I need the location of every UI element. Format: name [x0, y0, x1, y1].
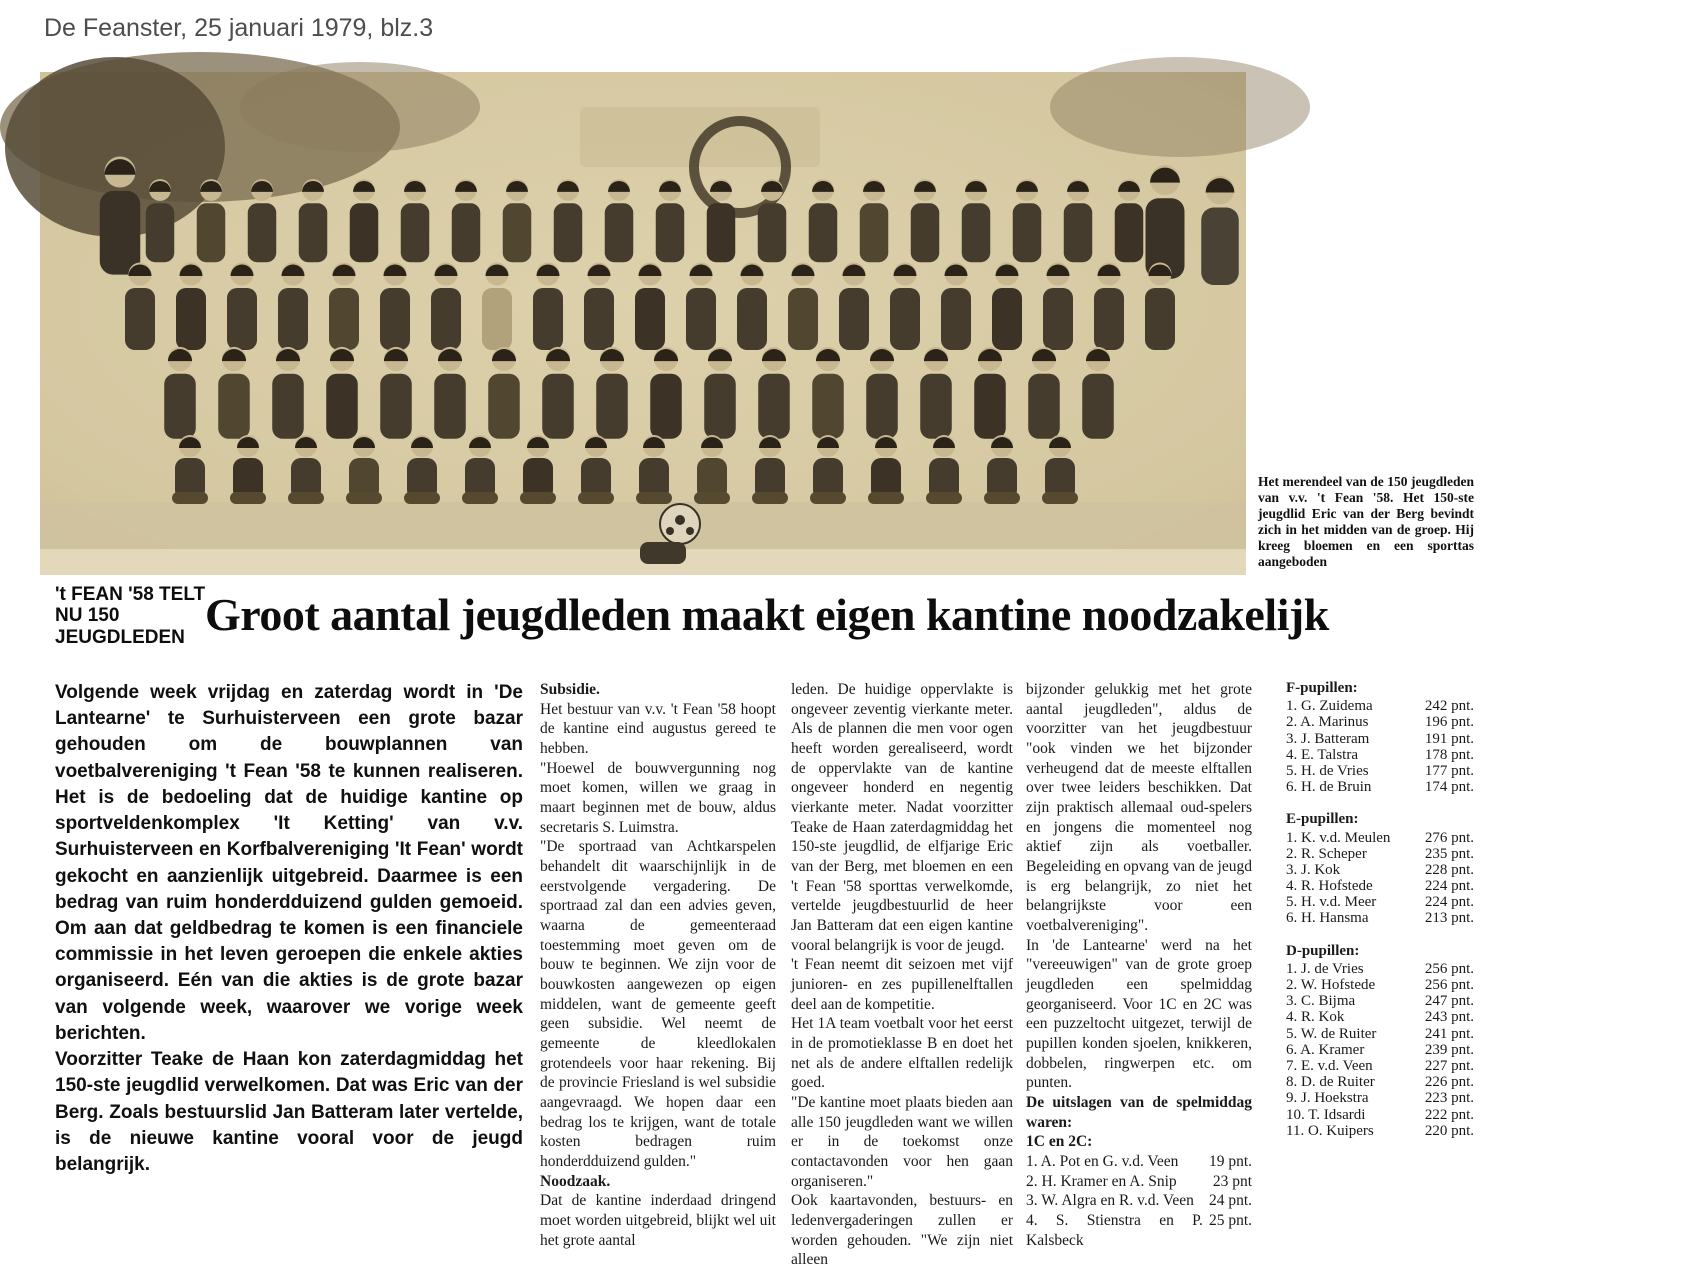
- results-intro: De uitslagen van de spelmiddag waren:: [1026, 1094, 1252, 1131]
- result-name: 7. E. v.d. Veen: [1286, 1057, 1373, 1074]
- result-name: 6. A. Kramer: [1286, 1041, 1365, 1058]
- result-points: 24 pnt.: [1208, 1192, 1252, 1210]
- result-row: [1286, 993, 1474, 1009]
- body-paragraph: "Hoewel de bouwvergunning nog moet komen, willen we graag in maart beginnen met de bouw, aldus secretaris S. Luimstra.: [540, 759, 776, 836]
- result-name: 2. W. Hofstede: [1286, 977, 1376, 993]
- result-row: [1286, 961, 1474, 977]
- result-points: 213 pnt.: [1424, 910, 1474, 927]
- result-row: [1026, 1211, 1252, 1250]
- kicker: [55, 584, 225, 648]
- body-paragraph: 't Fean neemt dit seizoen met vijf junioren- en zes pupillenelftallen deel aan de kompetitie.: [791, 956, 1013, 1013]
- result-points: 242 pnt.: [1424, 698, 1474, 715]
- standings-group-e: [1286, 811, 1474, 926]
- body-paragraph: "De kantine moet plaats bieden aan alle 150 jeugdleden want we willen er in de toekomst onze contactavonden voor hen gaan organiseren.": [791, 1094, 1013, 1190]
- result-points: 224 pnt.: [1424, 878, 1474, 895]
- result-row: [1286, 1026, 1474, 1042]
- result-row: [1286, 977, 1474, 993]
- result-name: 5. H. v.d. Meer: [1286, 894, 1377, 911]
- result-points: 191 pnt.: [1424, 730, 1474, 747]
- result-name: 2. R. Scheper: [1286, 845, 1367, 862]
- source-line: De Feanster, 25 januari 1979, blz.3: [44, 14, 434, 42]
- column-three: [791, 680, 1013, 1270]
- result-points: 23 pnt: [1212, 1172, 1252, 1190]
- kicker-line: 't FEAN '58 TELT: [55, 584, 206, 605]
- result-row: [1286, 1009, 1474, 1025]
- result-row: [1026, 1191, 1252, 1211]
- result-points: 243 pnt.: [1424, 1009, 1474, 1026]
- result-name: 4. R. Kok: [1286, 1009, 1345, 1026]
- result-name: 3. W. Algra en R. v.d. Veen: [1026, 1192, 1194, 1210]
- result-row: [1286, 714, 1474, 730]
- result-points: 276 pnt.: [1424, 829, 1474, 846]
- column-subsidie: [540, 680, 776, 1250]
- result-name: 3. J. Kok: [1286, 861, 1341, 878]
- result-name: 1. A. Pot en G. v.d. Veen: [1026, 1153, 1179, 1171]
- result-name: 4. S. Stienstra en P. Kalsbeck: [1026, 1212, 1203, 1249]
- result-points: 224 pnt.: [1424, 894, 1474, 911]
- result-name: 1. J. de Vries: [1286, 960, 1364, 977]
- result-name: 10. T. Idsardi: [1286, 1106, 1366, 1123]
- body-paragraph: Het bestuur van v.v. 't Fean '58 hoopt de kantine eind augustus gereed te hebben.: [540, 700, 776, 758]
- result-points: 256 pnt.: [1424, 960, 1474, 977]
- result-points: 239 pnt.: [1424, 1041, 1474, 1058]
- result-row: [1286, 779, 1474, 795]
- result-points: 226 pnt.: [1424, 1074, 1474, 1091]
- lead-paragraph: Volgende week vrijdag en zaterdag wordt in 'De Lantearne' te Surhuisterveen een grote bazar gehouden om de bouwplannen van voetbalvereniging 't Fean '58 te kunnen realiseren. Het is de bedoeling dat de huidige kantine op sportveldenkomplex 'It Ketting' van v.v. Surhuisterveen en Korfbalvereniging 'It Fean' wordt gekocht en aanzienlijk uitgebreid. Daarmee is een bedrag van ruim honderdduizend gulden gemoeid. Om aan dat geldbedrag te komen is een financiele commissie in het leven geroepen die enkele akties organiseerd. Eén van die akties is de grote bazar van volgende week, waarover we vorige week berichten.: [55, 682, 523, 1044]
- results-group-title: 1C en 2C:: [1026, 1133, 1093, 1151]
- body-paragraph: Ook kaartavonden, bestuurs- en ledenvergaderingen zullen er worden gehouden. "We zijn niet alleen: [791, 1192, 1013, 1269]
- result-name: 2. H. Kramer en A. Snip: [1026, 1172, 1177, 1190]
- column-four: [1026, 680, 1252, 1250]
- result-row: [1286, 698, 1474, 714]
- body-paragraph: leden. De huidige oppervlakte is ongeveer zeventig vierkante meter. Als de plannen die men voor ogen heeft worden gerealiseerd, wordt de oppervlakte van de kantine ongeveer honderd en negentig vierkante meter. Nadat voorzitter Teake de Haan zaterdagmiddag het 150-ste jeugdlid, de elfjarige Eric van der Berg, met bloemen en een 't Fean '58 sporttas verwelkomde, vertelde jeugdbestuurlid de heer Jan Batteram dat een eigen kantine vooral belangrijk is voor de jeugd.: [791, 681, 1013, 954]
- result-name: 11. O. Kuipers: [1286, 1122, 1374, 1139]
- result-name: 3. J. Batteram: [1286, 730, 1370, 747]
- result-name: 9. J. Hoekstra: [1286, 1090, 1369, 1107]
- result-row: [1286, 1090, 1474, 1106]
- result-row: [1286, 862, 1474, 878]
- result-points: 178 pnt.: [1424, 746, 1474, 763]
- result-points: 174 pnt.: [1424, 779, 1474, 796]
- result-row: [1286, 846, 1474, 862]
- result-points: 247 pnt.: [1424, 993, 1474, 1010]
- result-row: [1286, 1058, 1474, 1074]
- standings-group-title: E-pupillen:: [1286, 811, 1359, 828]
- group-photo: [40, 72, 1246, 575]
- result-name: 6. H. Hansma: [1286, 910, 1369, 927]
- result-name: 5. H. de Vries: [1286, 762, 1369, 779]
- result-name: 8. D. de Ruiter: [1286, 1074, 1375, 1091]
- result-row: [1286, 910, 1474, 926]
- headline: Groot aantal jeugdleden maakt eigen kantine noodzakelijk: [205, 589, 1329, 640]
- result-name: 4. R. Hofstede: [1286, 878, 1373, 895]
- result-points: 256 pnt.: [1424, 977, 1474, 993]
- standings-group-d: [1286, 943, 1474, 1139]
- body-paragraph: Het 1A team voetbalt voor het eerst in de promotieklasse B en doet het net als de andere elftallen redelijk goed.: [791, 1015, 1013, 1092]
- lead-column: [55, 680, 523, 1178]
- column-standings: [1286, 680, 1474, 1139]
- standings-group-f: [1286, 680, 1474, 795]
- result-points: 227 pnt.: [1424, 1057, 1474, 1074]
- kicker-line: NU 150: [55, 605, 120, 627]
- result-row: [1286, 1042, 1474, 1058]
- result-row: [1286, 830, 1474, 846]
- section-heading-noodzaak: Noodzaak.: [540, 1172, 611, 1190]
- result-points: 241 pnt.: [1424, 1025, 1474, 1042]
- body-paragraph: "De sportraad van Achtkarspelen behandelt dit waarschijnlijk in de eerstvolgende vergadering. De sportraad zal dan een advies geven, waarna de gemeenteraad toestemming moet geven om de bouw te beginnen. We zijn voor de bouwkosten aangewezen op eigen middelen, want de gemeente geeft geen subsidie. Wel neemt de gemeente de kleedlokalen grotendeels voor haar rekening. Bij de provincie Friesland is wel subsidie aangevraagd. We hopen daar een bedrag los te krijgen, want de totale kosten bedragen ruim honderdduizend gulden.": [540, 838, 776, 1171]
- result-row: [1286, 1123, 1474, 1139]
- body-paragraph: Dat de kantine inderdaad dringend moet worden uitgebreid, blijkt wel uit het grote aantal: [540, 1192, 776, 1249]
- result-points: 235 pnt.: [1424, 845, 1474, 862]
- result-points: 220 pnt.: [1424, 1122, 1474, 1139]
- result-name: 6. H. de Bruin: [1286, 779, 1372, 796]
- result-row: [1026, 1152, 1252, 1172]
- section-heading-subsidie: Subsidie.: [540, 681, 600, 698]
- group-photo-illustration: [40, 72, 1246, 575]
- result-name: 2. A. Marinus: [1286, 714, 1369, 731]
- result-points: 19 pnt.: [1208, 1153, 1252, 1171]
- result-points: 177 pnt.: [1424, 762, 1474, 779]
- result-points: 25 pnt.: [1208, 1212, 1252, 1230]
- result-name: 1. K. v.d. Meulen: [1286, 829, 1391, 846]
- result-row: [1286, 1074, 1474, 1090]
- result-row: [1286, 1107, 1474, 1123]
- standings-group-title: D-pupillen:: [1286, 942, 1360, 959]
- result-row: [1286, 747, 1474, 763]
- result-name: 1. G. Zuidema: [1286, 698, 1373, 715]
- kicker-line: JEUGDLEDEN: [55, 626, 185, 648]
- result-row: [1286, 894, 1474, 910]
- result-name: 5. W. de Ruiter: [1286, 1025, 1377, 1042]
- result-points: 223 pnt.: [1424, 1090, 1474, 1107]
- photo-caption: Het merendeel van de 150 jeugdleden van v.v. 't Fean '58. Het 150-ste jeugdlid Eric van der Berg bevindt zich in het midden van de groep. Hij kreeg bloemen en een sporttas aangeboden: [1258, 474, 1474, 569]
- body-paragraph: bijzonder gelukkig met het grote aantal jeugdleden", aldus de voorzitter van het jeugdbestuur "ook vinden we het bijzonder verheugend dat de meeste elftallen over twee leiders beschikken. Dat zijn praktisch allemaal oud-spelers en jongens die momenteel nog aktief zijn als voetballer. Begeleiding en opvang van de jeugd is erg belangrijk, zo niet het belangrijkste voor een voetbalvereniging".: [1026, 681, 1252, 935]
- result-points: 222 pnt.: [1424, 1106, 1474, 1123]
- lead-paragraph: Voorzitter Teake de Haan kon zaterdagmiddag het 150-ste jeugdlid verwelkomen. Dat was Eric van der Berg. Zoals bestuurslid Jan Batteram later vertelde, is de nieuwe kantine vooral voor de jeugd belangrijk.: [55, 1049, 523, 1175]
- body-paragraph: In 'de Lantearne' werd na het "vereeuwigen" van de grote groep jeugdleden een spelmiddag georganiseerd. Voor 1C en 2C was een puzzeltocht uitgezet, terwijl de pupillen konden sjoelen, knikkeren, dobbelen, ringwerpen etc. om punten.: [1026, 936, 1252, 1092]
- result-points: 228 pnt.: [1424, 861, 1474, 878]
- result-row: [1286, 878, 1474, 894]
- result-row: [1286, 763, 1474, 779]
- result-name: 3. C. Bijma: [1286, 993, 1356, 1010]
- result-points: 196 pnt.: [1424, 714, 1474, 731]
- standings-group-title: F-pupillen:: [1286, 680, 1358, 696]
- result-name: 4. E. Talstra: [1286, 746, 1358, 763]
- result-row: [1026, 1172, 1252, 1192]
- result-row: [1286, 731, 1474, 747]
